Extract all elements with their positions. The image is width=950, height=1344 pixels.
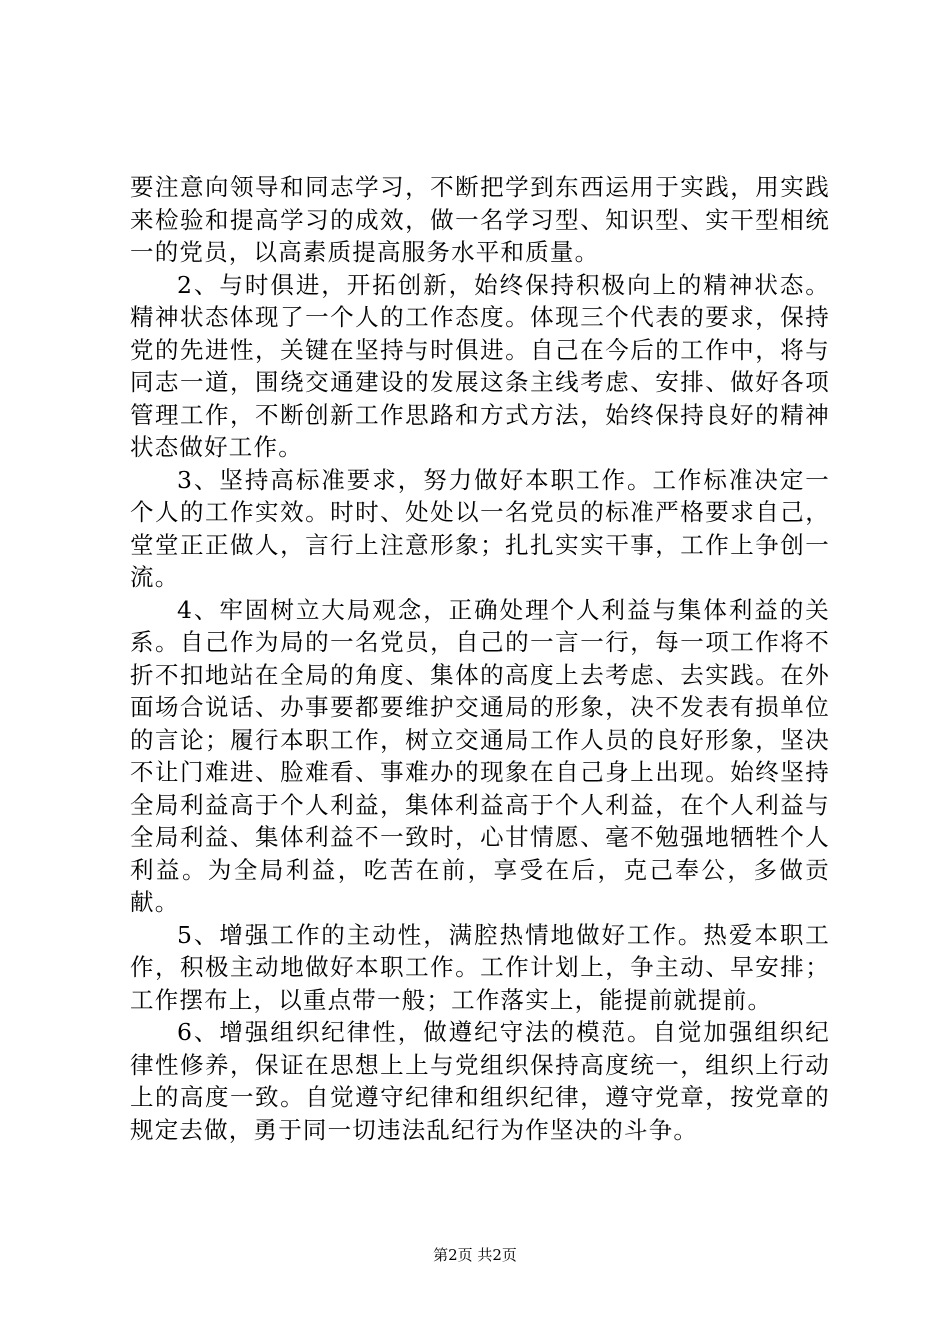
page-total: 共2页 [477,1246,517,1264]
page-footer [0,1245,950,1265]
paragraph-point-3: 3、坚持高标准要求，努力做好本职工作。工作标准决定一个人的工作实效。时时、处处以一名党员的标准严格要求自己，堂堂正正做人，言行上注意形象；扎扎实实干事，工作上争创一流。 [130,465,830,591]
paragraph-continuation: 要注意向领导和同志学习，不断把学到东西运用于实践，用实践来检验和提高学习的成效，做一名学习型、知识型、实干型相统一的党员，以高素质提高服务水平和质量。 [130,173,830,266]
paragraph-point-2: 2、与时俱进，开拓创新，始终保持积极向上的精神状态。精神状态体现了一个人的工作态度。体现三个代表的要求，保持党的先进性，关键在坚持与时俱进。自己在今后的工作中，将与同志一道，围绕交通建设的发展这条主线考虑、安排、做好各项管理工作，不断创新工作思路和方式方法，始终保持良好的精神状态做好工作。 [130,270,830,461]
page-number: 第2页 [433,1246,473,1264]
document-body [130,171,830,1146]
paragraph-point-5: 5、增强工作的主动性，满腔热情地做好工作。热爱本职工作，积极主动地做好本职工作。工作计划上，争主动、早安排；工作摆布上，以重点带一般；工作落实上，能提前就提前。 [130,920,830,1014]
paragraph-point-4: 4、牢固树立大局观念，正确处理个人利益与集体利益的关系。自己作为局的一名党员，自己的一言一行，每一项工作将不折不扣地站在全局的角度、集体的高度上去考虑、去实践。在外面场合说话、办事要都要维护交通局的形象，决不发表有损单位的言论；履行本职工作，树立交通局工作人员的良好形象，坚决不让门难进、脸难看、事难办的现象在自己身上出现。始终坚持全局利益高于个人利益，集体利益高于个人利益，在个人利益与全局利益、集体利益不一致时，心甘情愿、毫不勉强地牺牲个人利益。为全局利益，吃苦在前，享受在后，克己奉公，多做贡献。 [130,595,830,916]
paragraph-point-6: 6、增强组织纪律性，做遵纪守法的模范。自觉加强组织纪律性修养，保证在思想上上与党组织保持高度统一，组织上行动上的高度一致。自觉遵守纪律和组织纪律，遵守党章，按党章的规定去做，勇于同一切违法乱纪行为作坚决的斗争。 [130,1018,830,1144]
